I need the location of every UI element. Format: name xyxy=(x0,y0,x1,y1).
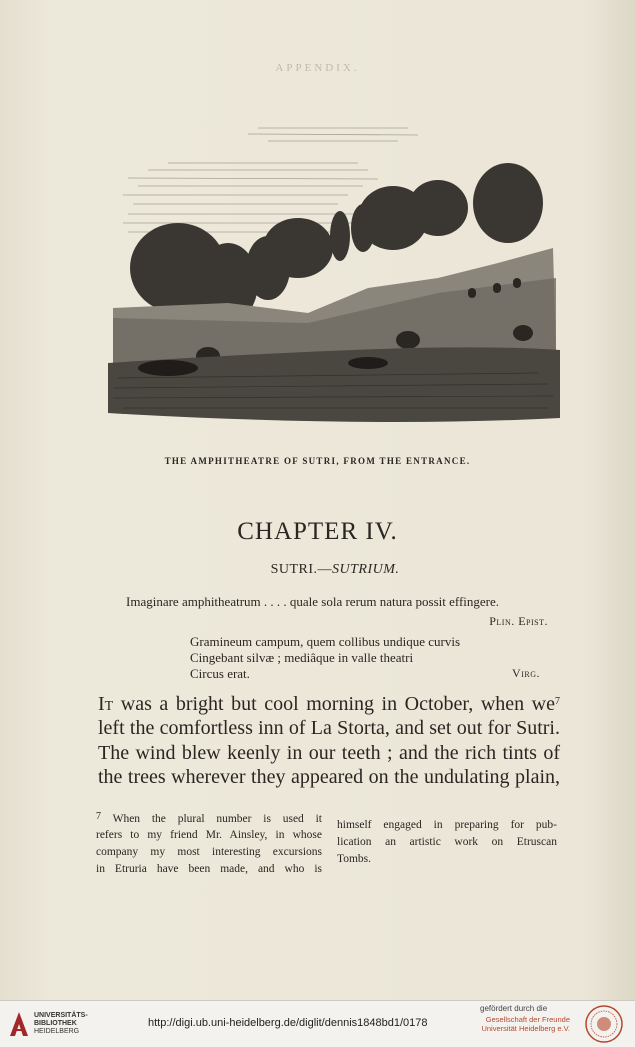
subtitle-plain: SUTRI.— xyxy=(270,562,333,577)
chapter-title: CHAPTER IV. xyxy=(237,518,398,545)
epigraph-verse-attribution: Virg. xyxy=(512,666,540,680)
footnote-line xyxy=(96,812,322,826)
footnote-line: lication an artistic work on Etruscan xyxy=(337,836,557,848)
library-name-line: UNIVERSITÄTS- xyxy=(34,1012,88,1019)
chapter-subtitle xyxy=(0,562,635,578)
footnote-line: company my most interesting excursions xyxy=(96,846,322,858)
epigraph-verse-line: Circus erat. xyxy=(190,666,250,681)
sponsor-label: gefördert durch die xyxy=(480,1004,548,1013)
epigraph-prose-attribution: Plin. Epist. xyxy=(489,614,548,628)
epigraph-verse-line: Gramineum campum, quem collibus undique curvis xyxy=(190,634,461,649)
sponsor-name[interactable] xyxy=(470,1015,570,1033)
epigraph-verse-line: Cingebant silvæ ; mediâque in valle theatri xyxy=(190,650,414,665)
viewer-footer xyxy=(0,1000,635,1047)
library-name-line: HEIDELBERG xyxy=(34,1028,80,1035)
footnote-line: refers to my friend Mr. Ainsley, in whose xyxy=(96,829,322,841)
opening-word: It xyxy=(98,693,114,715)
footnote-line: himself engaged in preparing for pub- xyxy=(337,819,557,831)
footnote-text: When the plural number is used it xyxy=(101,813,322,825)
body-text-span: was a bright but cool morning in October, when we xyxy=(113,693,555,715)
body-text-line: The wind blew keenly in our teeth ; and the rich tints of xyxy=(98,742,560,764)
body-text-line: the trees wherever they appeared on the undulating plain, xyxy=(98,766,560,788)
footnote-marker: 7 xyxy=(96,811,101,822)
subtitle-italic: SUTRIUM. xyxy=(332,562,400,577)
library-name-line: BIBLIOTHEK xyxy=(34,1020,77,1027)
illustration-caption: THE AMPHITHEATRE OF SUTRI, FROM THE ENTRANCE. xyxy=(164,456,471,466)
footnote-line: Tombs. xyxy=(337,853,372,865)
footnote-reference: 7 xyxy=(555,696,560,707)
body-text-line xyxy=(98,692,560,716)
epigraph-prose: Imaginare amphitheatrum . . . . quale sola rerum natura possit effingere. xyxy=(126,594,500,609)
sponsor-seal-icon[interactable] xyxy=(584,1004,624,1044)
library-name[interactable] xyxy=(34,1012,88,1036)
sponsor-name-line: Universität Heidelberg e.V. xyxy=(481,1024,570,1033)
footnote-line: in Etruria have been made, and who is xyxy=(96,863,322,875)
university-library-logo-icon[interactable] xyxy=(8,1010,30,1038)
permalink-url[interactable]: http://digi.ub.uni-heidelberg.de/diglit/dennis1848bd1/0178 xyxy=(148,1017,428,1029)
body-text-line: left the comfortless inn of La Storta, and set out for Sutri. xyxy=(98,717,560,739)
amphitheatre-engraving xyxy=(108,118,560,443)
running-head: APPENDIX. xyxy=(275,62,360,74)
sponsor-name-line: Gesellschaft der Freunde xyxy=(485,1015,570,1024)
